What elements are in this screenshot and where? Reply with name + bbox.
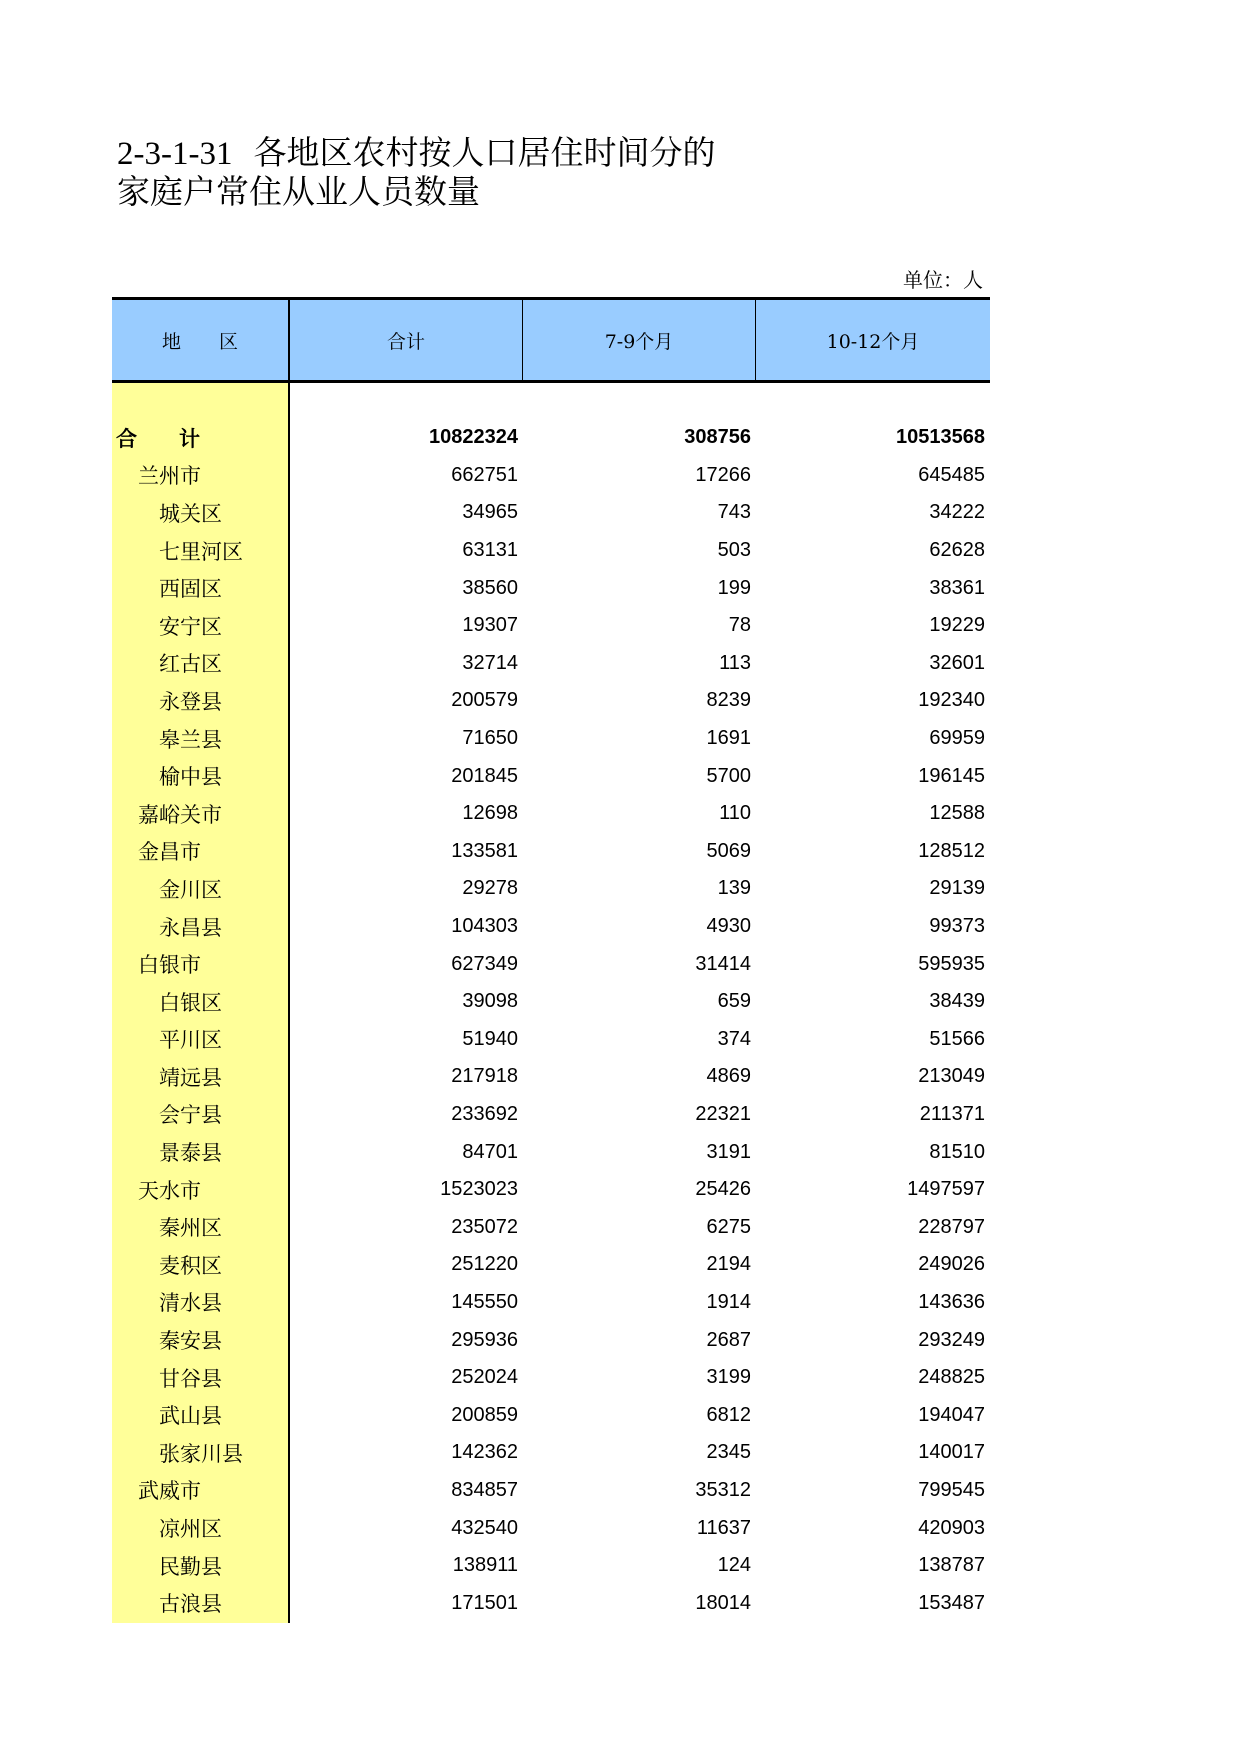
region-name-cell: 皋兰县	[159, 727, 222, 752]
region-name-cell: 城关区	[159, 501, 222, 526]
months-7-9-cell: 3191	[706, 1140, 751, 1163]
months-7-9-cell: 110	[719, 802, 751, 825]
months-10-12-cell: 99373	[929, 915, 985, 938]
total-cell: 133581	[451, 839, 518, 862]
region-name-cell: 靖远县	[159, 1065, 222, 1090]
months-7-9-cell: 17266	[695, 463, 751, 486]
total-cell: 34965	[462, 501, 518, 524]
total-cell: 38560	[462, 576, 518, 599]
table-row	[112, 532, 990, 570]
months-7-9-cell: 2194	[706, 1253, 751, 1276]
months-10-12-cell: 69959	[929, 727, 985, 750]
region-name-cell: 永登县	[159, 689, 222, 714]
months-7-9-cell: 743	[717, 501, 751, 524]
months-7-9-cell: 113	[719, 651, 751, 674]
months-10-12-cell: 153487	[918, 1591, 985, 1614]
months-7-9-cell: 6275	[706, 1215, 751, 1238]
months-10-12-cell: 38361	[929, 576, 985, 599]
table-title	[117, 134, 715, 211]
region-name-cell: 武威市	[138, 1479, 201, 1504]
months-10-12-cell: 213049	[918, 1065, 985, 1088]
total-cell: 71650	[462, 727, 518, 750]
total-cell: 1523023	[440, 1178, 518, 1201]
table-row	[112, 1284, 990, 1322]
months-7-9-cell: 374	[717, 1027, 751, 1050]
table-row	[112, 833, 990, 871]
region-name-cell: 张家川县	[159, 1441, 243, 1466]
months-10-12-cell: 249026	[918, 1253, 985, 1276]
table-row	[112, 419, 990, 457]
months-7-9-cell: 124	[717, 1554, 751, 1577]
months-7-9-cell: 18014	[695, 1591, 751, 1614]
region-name-cell: 平川区	[159, 1028, 222, 1053]
table-row	[112, 1359, 990, 1397]
months-10-12-cell: 799545	[918, 1478, 985, 1501]
total-cell: 627349	[451, 952, 518, 975]
months-10-12-cell: 194047	[918, 1403, 985, 1426]
table-row	[112, 607, 990, 645]
region-name-cell: 金昌市	[138, 840, 201, 865]
months-10-12-cell: 293249	[918, 1328, 985, 1351]
region-name-cell: 白银市	[138, 953, 201, 978]
total-cell: 201845	[451, 764, 518, 787]
total-cell: 10822324	[429, 426, 518, 449]
months-7-9-cell: 5069	[706, 839, 751, 862]
months-10-12-cell: 140017	[918, 1441, 985, 1464]
total-cell: 29278	[462, 877, 518, 900]
total-cell: 200579	[451, 689, 518, 712]
region-name-cell: 景泰县	[159, 1141, 222, 1166]
months-7-9-cell: 25426	[695, 1178, 751, 1201]
months-7-9-cell: 4930	[706, 915, 751, 938]
header-region: 地 区	[112, 300, 290, 380]
months-10-12-cell: 51566	[929, 1027, 985, 1050]
region-name-cell: 金川区	[159, 877, 222, 902]
table-row	[112, 1509, 990, 1547]
months-10-12-cell: 38439	[929, 990, 985, 1013]
total-cell: 295936	[451, 1328, 518, 1351]
table-row	[112, 983, 990, 1021]
months-10-12-cell: 12588	[929, 802, 985, 825]
table-row	[112, 1547, 990, 1585]
months-7-9-cell: 5700	[706, 764, 751, 787]
total-cell: 39098	[462, 990, 518, 1013]
total-cell: 84701	[462, 1140, 518, 1163]
table-row	[112, 757, 990, 795]
months-7-9-cell: 4869	[706, 1065, 751, 1088]
months-7-9-cell: 6812	[706, 1403, 751, 1426]
total-cell: 142362	[451, 1441, 518, 1464]
table-row	[112, 682, 990, 720]
total-cell: 171501	[451, 1591, 518, 1614]
table-row	[112, 494, 990, 532]
unit-label: 单位：人	[903, 268, 983, 292]
region-name-cell: 清水县	[159, 1291, 222, 1316]
months-10-12-cell: 595935	[918, 952, 985, 975]
months-10-12-cell: 19229	[929, 614, 985, 637]
months-10-12-cell: 29139	[929, 877, 985, 900]
months-10-12-cell: 34222	[929, 501, 985, 524]
region-name-cell: 安宁区	[159, 614, 222, 639]
region-name-cell: 七里河区	[159, 539, 243, 564]
region-name-cell: 榆中县	[159, 765, 222, 790]
region-name-cell: 麦积区	[159, 1253, 222, 1278]
header-total: 合计	[290, 300, 523, 380]
total-cell: 251220	[451, 1253, 518, 1276]
table-row	[112, 645, 990, 683]
region-name-cell: 凉州区	[159, 1517, 222, 1542]
table-row	[112, 457, 990, 495]
table-row	[112, 569, 990, 607]
region-name-cell: 武山县	[159, 1404, 222, 1429]
months-7-9-cell: 2687	[706, 1328, 751, 1351]
months-10-12-cell: 196145	[918, 764, 985, 787]
table-row	[112, 1434, 990, 1472]
total-cell: 104303	[451, 915, 518, 938]
table-row	[112, 1396, 990, 1434]
months-7-9-cell: 1914	[706, 1290, 751, 1313]
table-row	[112, 945, 990, 983]
months-7-9-cell: 139	[717, 877, 751, 900]
total-cell: 63131	[462, 539, 518, 562]
table-row	[112, 1321, 990, 1359]
months-10-12-cell: 248825	[918, 1366, 985, 1389]
months-7-9-cell: 78	[728, 614, 751, 637]
months-10-12-cell: 10513568	[896, 426, 985, 449]
months-7-9-cell: 199	[717, 576, 751, 599]
months-10-12-cell: 192340	[918, 689, 985, 712]
table-row	[112, 1246, 990, 1284]
months-7-9-cell: 2345	[706, 1441, 751, 1464]
table-number: 2-3-1-31	[117, 136, 233, 172]
table-row	[112, 1096, 990, 1134]
total-cell: 32714	[462, 651, 518, 674]
total-cell: 432540	[451, 1516, 518, 1539]
total-cell: 233692	[451, 1102, 518, 1125]
table-row	[112, 1058, 990, 1096]
data-table	[112, 297, 990, 1622]
region-name-cell: 红古区	[159, 652, 222, 677]
region-name-cell: 白银区	[159, 990, 222, 1015]
table-row	[112, 1472, 990, 1510]
months-10-12-cell: 645485	[918, 463, 985, 486]
header-7-9-months: 7-9个月	[523, 300, 756, 380]
total-cell: 145550	[451, 1290, 518, 1313]
months-7-9-cell: 659	[717, 990, 751, 1013]
months-10-12-cell: 81510	[929, 1140, 985, 1163]
table-row	[112, 1171, 990, 1209]
months-7-9-cell: 308756	[684, 426, 751, 449]
months-10-12-cell: 32601	[929, 651, 985, 674]
months-10-12-cell: 128512	[918, 839, 985, 862]
months-10-12-cell: 62628	[929, 539, 985, 562]
months-7-9-cell: 503	[717, 539, 751, 562]
total-cell: 662751	[451, 463, 518, 486]
months-7-9-cell: 35312	[695, 1478, 751, 1501]
total-cell: 12698	[462, 802, 518, 825]
total-cell: 19307	[462, 614, 518, 637]
months-7-9-cell: 1691	[706, 727, 751, 750]
total-cell: 235072	[451, 1215, 518, 1238]
title-line-1	[117, 134, 715, 173]
table-row	[112, 908, 990, 946]
months-7-9-cell: 31414	[695, 952, 751, 975]
total-cell: 252024	[451, 1366, 518, 1389]
months-7-9-cell: 8239	[706, 689, 751, 712]
region-name-cell: 秦安县	[159, 1329, 222, 1354]
total-cell: 200859	[451, 1403, 518, 1426]
table-row	[112, 720, 990, 758]
region-name-cell: 嘉峪关市	[138, 802, 222, 827]
header-10-12-months: 10-12个月	[826, 330, 920, 353]
total-cell: 51940	[462, 1027, 518, 1050]
table-row	[112, 1584, 990, 1622]
region-name-cell: 天水市	[138, 1178, 201, 1203]
table-row	[112, 1133, 990, 1171]
region-name-cell: 永昌县	[159, 915, 222, 940]
region-name-cell: 会宁县	[159, 1103, 222, 1128]
region-name-cell: 秦州区	[159, 1216, 222, 1241]
months-7-9-cell: 3199	[706, 1366, 751, 1389]
region-name-cell: 甘谷县	[159, 1366, 222, 1391]
months-7-9-cell: 11637	[696, 1516, 751, 1539]
region-name-cell: 合 计	[116, 425, 200, 451]
table-row	[112, 795, 990, 833]
months-10-12-cell: 211371	[919, 1102, 985, 1125]
table-row	[112, 1208, 990, 1246]
title-line-2: 家庭户常住从业人员数量	[117, 172, 480, 211]
months-10-12-cell: 138787	[918, 1554, 985, 1577]
table-row	[112, 870, 990, 908]
region-name-cell: 西固区	[159, 577, 222, 602]
total-cell: 138911	[452, 1554, 518, 1577]
table-body	[112, 383, 990, 1622]
total-cell: 217918	[451, 1065, 518, 1088]
region-name-cell: 古浪县	[159, 1592, 222, 1617]
months-7-9-cell: 22321	[695, 1102, 751, 1125]
months-10-12-cell: 420903	[918, 1516, 985, 1539]
months-10-12-cell: 228797	[918, 1215, 985, 1238]
table-header	[112, 297, 990, 383]
total-cell: 834857	[451, 1478, 518, 1501]
months-10-12-cell: 143636	[918, 1290, 985, 1313]
table-row	[112, 1021, 990, 1059]
title-text-1: 各地区农村按人口居住时间分的	[253, 133, 716, 172]
region-name-cell: 兰州市	[138, 464, 201, 489]
region-name-cell: 民勤县	[159, 1554, 222, 1579]
months-10-12-cell: 1497597	[907, 1178, 985, 1201]
